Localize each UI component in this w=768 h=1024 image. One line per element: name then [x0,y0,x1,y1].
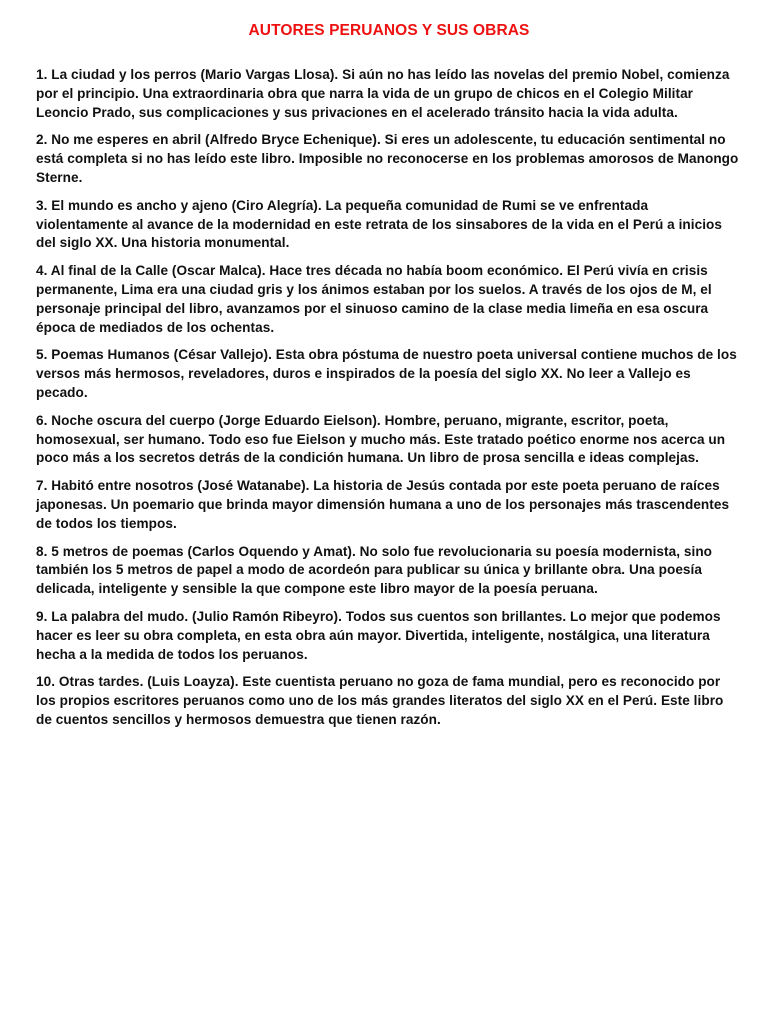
list-item: 4. Al final de la Calle (Oscar Malca). Hace tres década no había boom económico. El Perú vivía en crisis permanente, Lima era una ciudad gris y los ánimos estaban por los suelos. A través de los ojos de M, el personaje principal del libro, avanzamos por el sinuoso camino de la clase media limeña en esa oscura época de mediados de los ochentas. [36,263,712,335]
list-item: 7. Habitó entre nosotros (José Watanabe). La historia de Jesús contada por este poeta peruano de raíces japonesas. Un poemario que brinda mayor dimensión humana a uno de los personajes más trascendentes de todos los tiempos. [36,478,730,531]
list-item: 10. Otras tardes. (Luis Loayza). Este cuentista peruano no goza de fama mundial, pero es reconocido por los propios escritores peruanos como uno de los más grandes literatos del siglo XX en el Perú. Este libro de cuentos sencillos y hermosos demuestra que tienen razón. [36,674,724,727]
list-item: 8. 5 metros de poemas (Carlos Oquendo y Amat). No solo fue revolucionaria su poesía modernista, sino también los 5 metros de papel a modo de acordeón para publicar su única y brillante obra. Una poesía delicada, inteligente y sensible la que compone este libro mayor de la poesía peruana. [36,543,713,597]
list-item: 9. La palabra del mudo. (Julio Ramón Ribeyro). Todos sus cuentos son brillantes. Lo mejor que podemos hacer es leer su obra completa, en esta obra aún mayor. Divertida, inteligente, nostálgica, una literatura hecha a la medida de todos los peruanos. [36,608,721,662]
list-item: 2. No me esperes en abril (Alfredo Bryce Echenique). Si eres un adolescente, tu educación sentimental no está completa si no has leído este libro. Imposible no reconocerse en los problemas amorosos de Manongo Sterne. [36,132,739,185]
entry-list [36,66,742,730]
list-item: 6. Noche oscura del cuerpo (Jorge Eduardo Eielson). Hombre, peruano, migrante, escritor, poeta, homosexual, ser humano. Todo eso fue Eielson y mucho más. Este tratado poético enorme nos acerca un poco más a los secretos detrás de la condición humana. Un libro de prosa sencilla e ideas complejas. [36,412,726,466]
list-item: 1. La ciudad y los perros (Mario Vargas Llosa). Si aún no has leído las novelas del premio Nobel, comienza por el principio. Una extraordinaria obra que narra la vida de un grupo de chicos en el Colegio Militar Leoncio Prado, sus complicaciones y sus privaciones en el acelerado tránsito hacia la vida adulta. [36,67,730,120]
document-title: AUTORES PERUANOS Y SUS OBRAS [248,22,530,39]
list-item: 5. Poemas Humanos (César Vallejo). Esta obra póstuma de nuestro poeta universal contiene muchos de los versos más hermosos, reveladores, duros e inspirados de la poesía del siglo XX. No leer a Vallejo es pecado. [36,347,737,400]
list-item: 3. El mundo es ancho y ajeno (Ciro Alegría). La pequeña comunidad de Rumi se ve enfrentada violentamente al avance de la modernidad en este retrata de los sinsabores de la vida en el Perú a inicios del siglo XX. Una historia monumental. [36,197,723,251]
